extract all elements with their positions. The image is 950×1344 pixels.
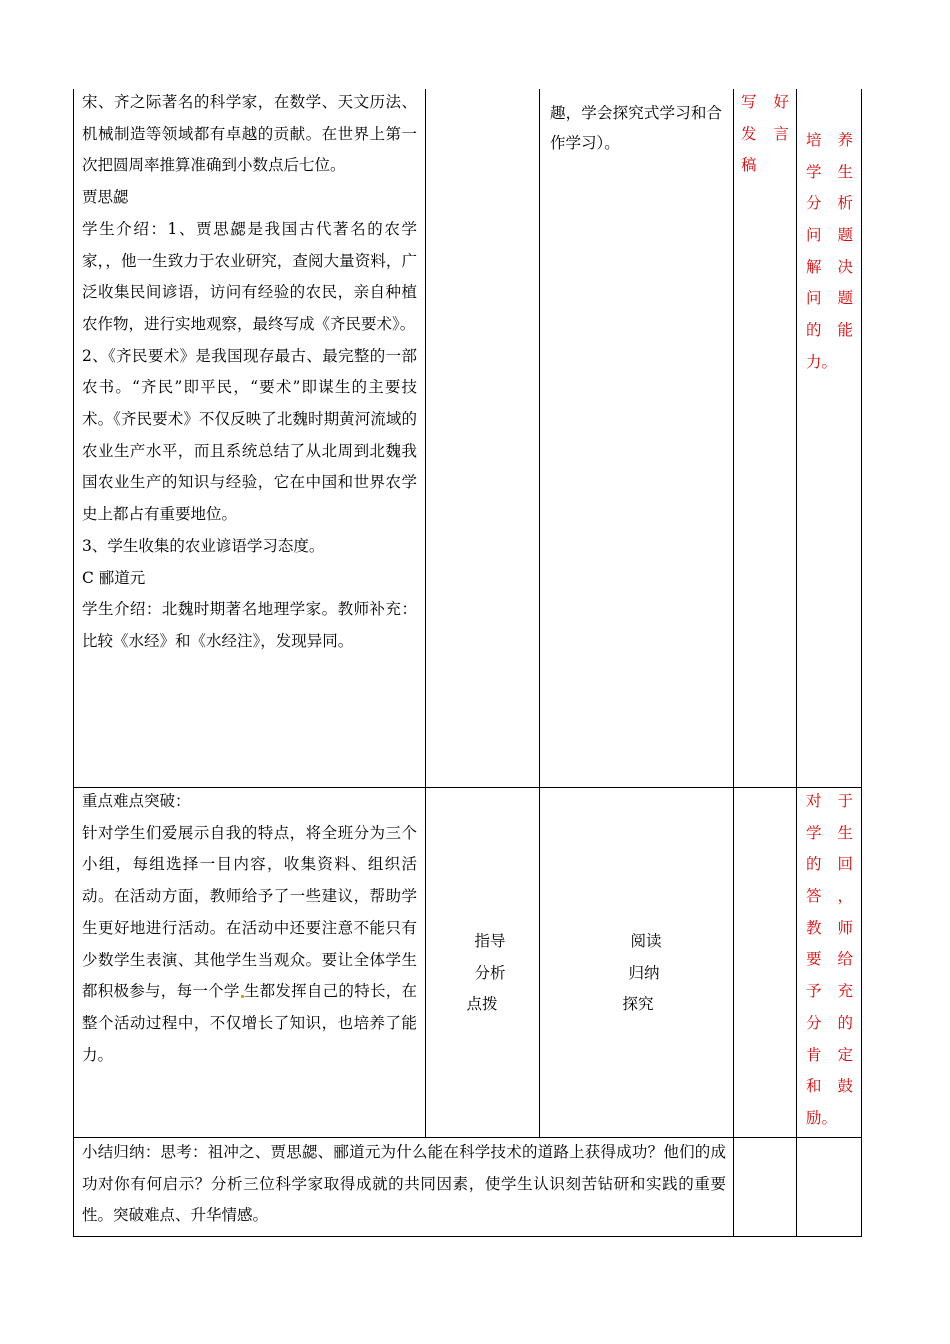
student-activity-cell — [550, 98, 722, 158]
student-activity-text: 趣，学会探究式学习和合作学习）。 — [550, 104, 722, 152]
teacher-methods — [446, 926, 518, 1021]
design-intent-note: 培 养 学 生 分 析 问 题 解 决 问 题 的 能 力。 — [806, 131, 853, 371]
table-border-right — [861, 89, 862, 1236]
table-column-divider — [733, 89, 734, 1236]
table-column-divider — [539, 89, 540, 1137]
summary-text: 小结归纳：思考：祖冲之、贾思勰、郦道元为什么能在科学技术的道路上获得成功？他们的成功对你有何启示？分析三位科学家取得成就的共同因素，使学生认识刻苦钻研和实践的重要性。突破难点、升华情感。 — [82, 1143, 726, 1225]
li-daoyuan-intro: 学生介绍：北魏时期著名地理学家。教师补充：比较《水经》和《水经注》，发现异同。 — [82, 600, 417, 650]
table-border-bottom — [73, 1236, 862, 1237]
teacher-method-guide: 指导 — [474, 932, 506, 950]
student-method-summarize: 归纳 — [628, 963, 660, 982]
key-points-body: 针对学生们爱展示自我的特点，将全班分为三个小组，每组选择一目内容，收集资料、组织活动。在活动方面，教师给予了一些建议，帮助学生更好地进行活动。在活动中还要注意不能只有少数学生表演、其他学生当观众。要让全体学生都积极参与，每一个学 生都发挥自己的特长，在整个活动过程中，不仅增长了知识，也培养了能力。 — [82, 823, 417, 1064]
key-points-heading: 重点难点突破： — [82, 792, 191, 810]
student-method-read: 阅读 — [630, 932, 662, 950]
student-methods — [598, 926, 678, 1021]
table-column-divider — [796, 89, 797, 1236]
teaching-content-cell — [82, 87, 417, 658]
lead-paragraph: 宋、齐之际著名的科学家，在数学、天文历法、机械制造等领域都有卓越的贡献。在世界上第一次把圆周率推算准确到小数点后七位。 — [82, 93, 417, 175]
summary-cell — [82, 1137, 726, 1232]
qimin-yaoshu-paragraph: 2、《齐民要术》是我国现存最古、最完整的一部农书。“齐民”即平民，“要术”即谋生的主要技术。《齐民要术》不仅反映了北魏时期黄河流域的农业生产水平，而且系统总结了从北周到北魏我国农业生产的知识与经验，它在中国和世界农学史上都占有重要地位。 — [82, 346, 417, 524]
feedback-intent-note: 对 于 学 生 的 回 答 ， 教 师 要 给 予 充 分 的 肯 定 和 鼓 励。 — [806, 792, 853, 1127]
jia-sixie-heading: 贾思勰 — [82, 188, 129, 207]
li-daoyuan-heading: C 郦道元 — [82, 568, 146, 587]
teacher-method-analyze: 分析 — [474, 963, 506, 982]
table-column-divider — [425, 89, 426, 1137]
jia-sixie-intro: 学生介绍：1、贾思勰是我国古代著名的农学家，，他一生致力于农业研究，查阅大量资料，广泛收集民间谚语，访问有经验的农民，亲自种植农作物，进行实地观察，最终写成《齐民要术》。 — [82, 219, 417, 333]
student-method-explore: 探究 — [622, 995, 654, 1014]
proverbs-paragraph: 3、学生收集的农业谚语学习态度。 — [82, 536, 325, 555]
table-border-left — [73, 89, 74, 1236]
key-points-cell — [82, 786, 417, 1071]
teacher-method-advise: 点拨 — [466, 995, 498, 1014]
homework-note: 写 好 发 言 稿 — [741, 93, 789, 175]
